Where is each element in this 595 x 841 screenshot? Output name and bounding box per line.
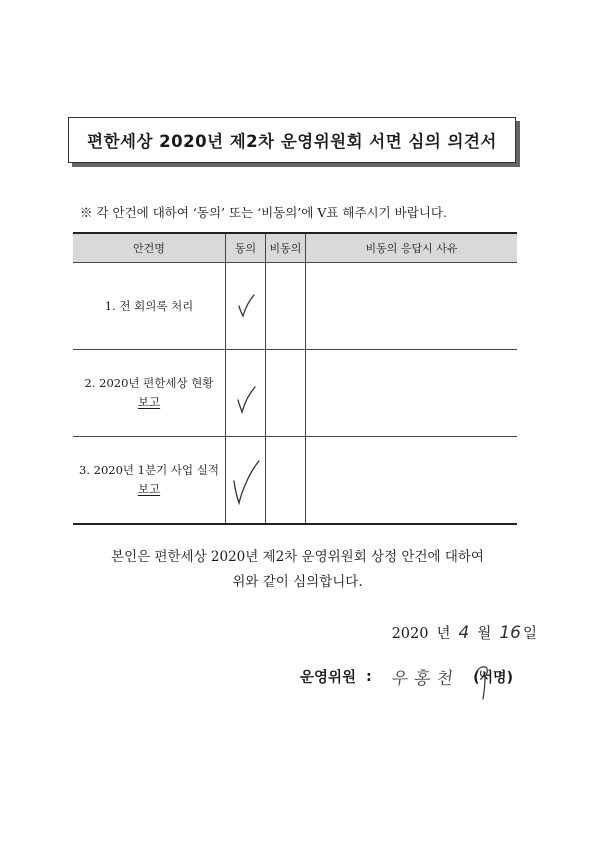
date-year: 2020 <box>391 626 429 642</box>
title-box <box>68 117 516 163</box>
table-row <box>73 350 517 437</box>
opinion-table <box>73 232 517 525</box>
table-header-row <box>73 233 517 263</box>
document-title: 편한세상 2020년 제2차 운영위원회 서면 심의 의견서 <box>87 132 497 151</box>
item-cell <box>73 263 226 350</box>
item-subtitle: 보고 <box>137 482 161 496</box>
date-month[interactable]: 4 <box>458 623 470 643</box>
check-mark-icon <box>236 293 256 319</box>
date-year-unit: 년 <box>436 626 451 642</box>
item-title: 2. 2020년 편한세상 현황 <box>84 376 214 390</box>
statement-line-2: 위와 같이 심의합니다. <box>232 574 363 590</box>
disagree-cell[interactable] <box>266 437 306 525</box>
item-subtitle: 보고 <box>137 395 161 409</box>
item-cell <box>73 437 226 525</box>
reason-cell[interactable] <box>306 350 518 437</box>
signature-seal[interactable] <box>473 667 513 687</box>
header-disagree: 비동의 <box>266 233 306 263</box>
disagree-cell[interactable] <box>266 263 306 350</box>
disagree-cell[interactable] <box>266 350 306 437</box>
statement-line-1: 본인은 편한세상 2020년 제2차 운영위원회 상정 안건에 대하여 <box>111 549 484 565</box>
reason-cell[interactable] <box>306 437 518 525</box>
signature-scribble-icon <box>473 661 495 701</box>
item-cell <box>73 350 226 437</box>
table-row <box>73 263 517 350</box>
date-day-unit: 일 <box>522 626 537 642</box>
item-title: 1. 전 회의록 처리 <box>104 298 194 313</box>
header-agree: 동의 <box>226 233 266 263</box>
signature-name[interactable]: 우홍천 <box>390 669 461 689</box>
header-item: 안건명 <box>73 233 226 263</box>
date-line <box>392 622 537 643</box>
reason-cell[interactable] <box>306 263 518 350</box>
signature-label: 운영위원 <box>300 670 357 686</box>
agree-cell[interactable] <box>226 350 266 437</box>
signature-seal-text: (서명) <box>473 669 513 686</box>
instruction-notice: ※ 각 안건에 대하여 ‘동의’ 또는 ‘비동의’에 V표 해주시기 바랍니다. <box>80 205 447 220</box>
table-row <box>73 437 517 525</box>
signature-colon: : <box>366 668 372 685</box>
agree-cell[interactable] <box>226 437 266 525</box>
header-reason: 비동의 응답시 사유 <box>306 233 518 263</box>
signature-line <box>300 664 513 689</box>
item-title: 3. 2020년 1분기 사업 실적 <box>79 463 219 477</box>
check-mark-icon <box>235 385 257 415</box>
date-month-unit: 월 <box>477 626 492 642</box>
agree-cell[interactable] <box>226 263 266 350</box>
check-mark-icon <box>231 459 261 507</box>
date-day[interactable]: 16 <box>499 623 521 643</box>
